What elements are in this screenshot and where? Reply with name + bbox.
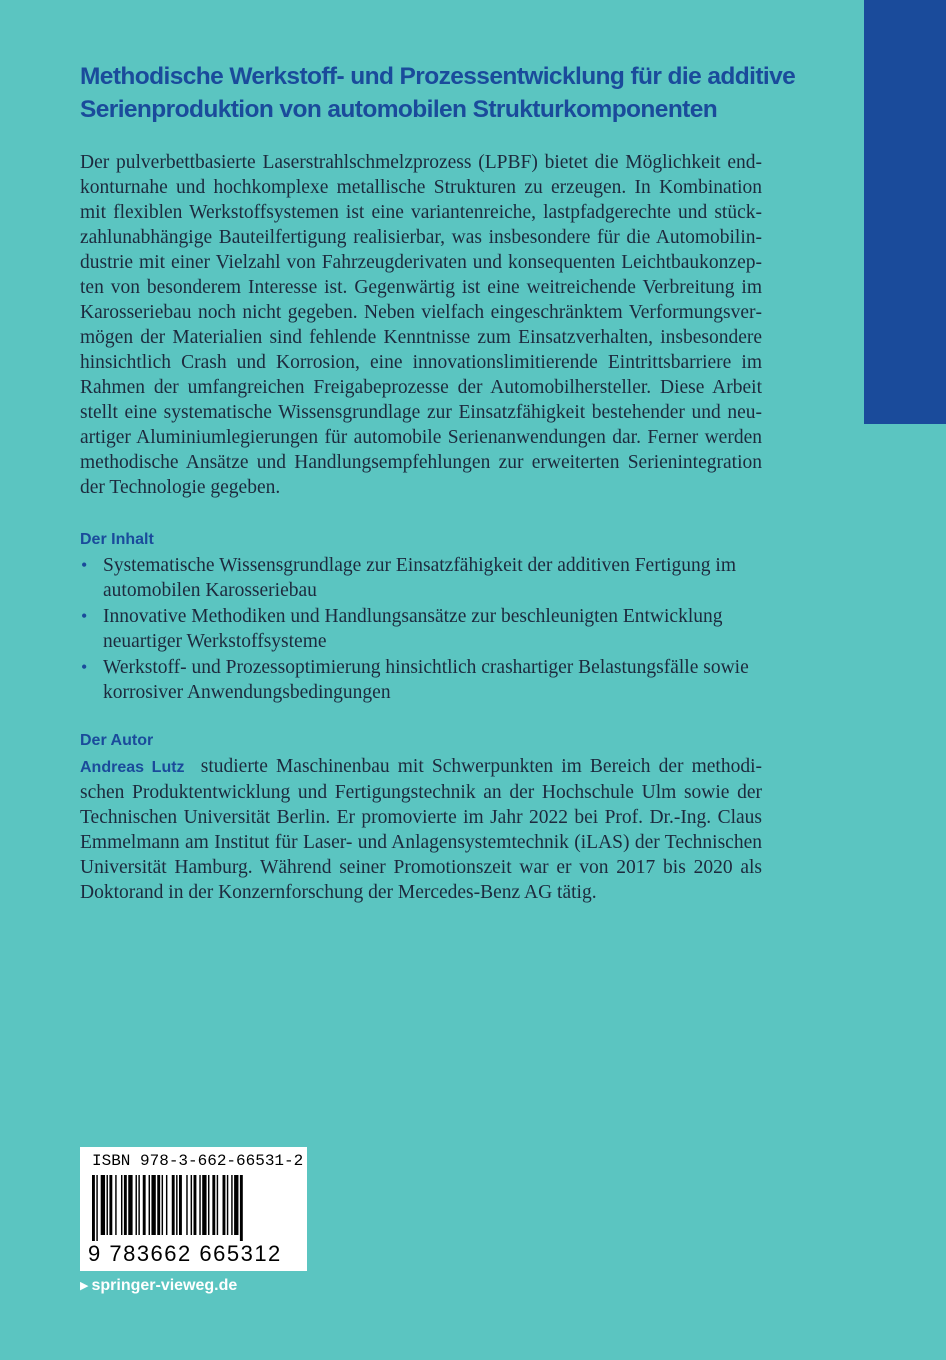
list-item-text: Innovative Methodiken und Handlungsansätze zur beschleunigten Entwicklung neuartiger Werkstoffsysteme	[103, 606, 723, 652]
list-item	[80, 655, 770, 705]
list-item-text: Systematische Wissensgrundlage zur Einsatzfähigkeit der additiven Fertigung im automobilen Karosseriebau	[103, 555, 736, 601]
blue-side-bar	[864, 0, 946, 424]
list-item	[80, 553, 770, 603]
website-text: springer-vieweg.de	[91, 1277, 238, 1294]
title-line-2: Serienproduktion von automobilen Strukturkomponenten	[80, 96, 718, 123]
autor-paragraph	[80, 754, 762, 905]
list-item	[80, 604, 770, 654]
title-line-1: Methodische Werkstoff- und Prozessentwicklung für die additive	[80, 63, 796, 90]
inhalt-heading: Der Inhalt	[80, 531, 154, 548]
barcode-digits: 9 783662 665312	[88, 1241, 282, 1266]
book-title	[80, 60, 840, 126]
bullet-icon: •	[81, 606, 88, 626]
arrow-right-icon: ▶	[80, 1280, 89, 1292]
summary-paragraph: Der pulverbettbasierte Laserstrahlschmelzprozess (LPBF) bietet die Möglichkeit endkonturnahe und hochkomplexe metallische Strukturen zu erzeugen. In Kombination mit flexiblen Werkstoffsystemen ist eine variantenreiche, lastpfadgerechte und stückzahlunabhängige Bauteilfertigung realisierbar, was insbesondere für die Automobilindustrie mit einer Vielzahl von Fahrzeugderivaten und konsequenten Leichtbaukonzepten von besonderem Interesse ist. Gegenwärtig ist eine weitreichende Verbreitung im Karosseriebau noch nicht gegeben. Neben vielfach eingeschränktem Verformungsvermögen der Materialien sind fehlende Kenntnisse zum Einsatzverhalten, insbesondere hinsichtlich Crash und Korrosion, eine innovationslimitierende Eintrittsbarriere im Rahmen der umfangreichen Freigabeprozesse der Automobilhersteller. Diese Arbeit stellt eine systematische Wissensgrundlage zur Einsatzfähigkeit bestehender und neuartiger Aluminiumlegierungen für automobile Serienanwendungen dar. Ferner werden methodische Ansätze und Handlungsempfehlungen zur erweiterten Serienintegration der Technologie gegeben.	[80, 152, 762, 498]
autor-name: Andreas Lutz	[80, 759, 185, 776]
inhalt-list	[80, 553, 770, 706]
isbn-label: ISBN 978-3-662-66531-2	[92, 1152, 304, 1170]
isbn-barcode	[80, 1147, 307, 1271]
bullet-icon: •	[81, 657, 88, 677]
publisher-website-link[interactable]	[80, 1277, 237, 1295]
barcode-bars-icon	[92, 1175, 292, 1241]
list-item-text: Werkstoff- und Prozessoptimierung hinsichtlich crashartiger Belastungsfälle sowie korrosiver Anwendungsbedingungen	[103, 657, 749, 703]
bullet-icon: •	[81, 555, 88, 575]
autor-bio: studierte Maschinenbau mit Schwerpunkten im Bereich der methodischen Produktentwicklung und Fertigungstechnik an der Hochschule Ulm sowie der Technischen Universität Berlin. Er promovierte im Jahr 2022 bei Prof. Dr.-Ing. Claus Emmelmann am Institut für Laser- und Anlagensystemtechnik (iLAS) der Technischen Universität Hamburg. Während seiner Promotionszeit war er von 2017 bis 2020 als Doktorand in der Konzernforschung der Mercedes-Benz AG tätig.	[80, 756, 763, 903]
autor-heading: Der Autor	[80, 732, 154, 749]
